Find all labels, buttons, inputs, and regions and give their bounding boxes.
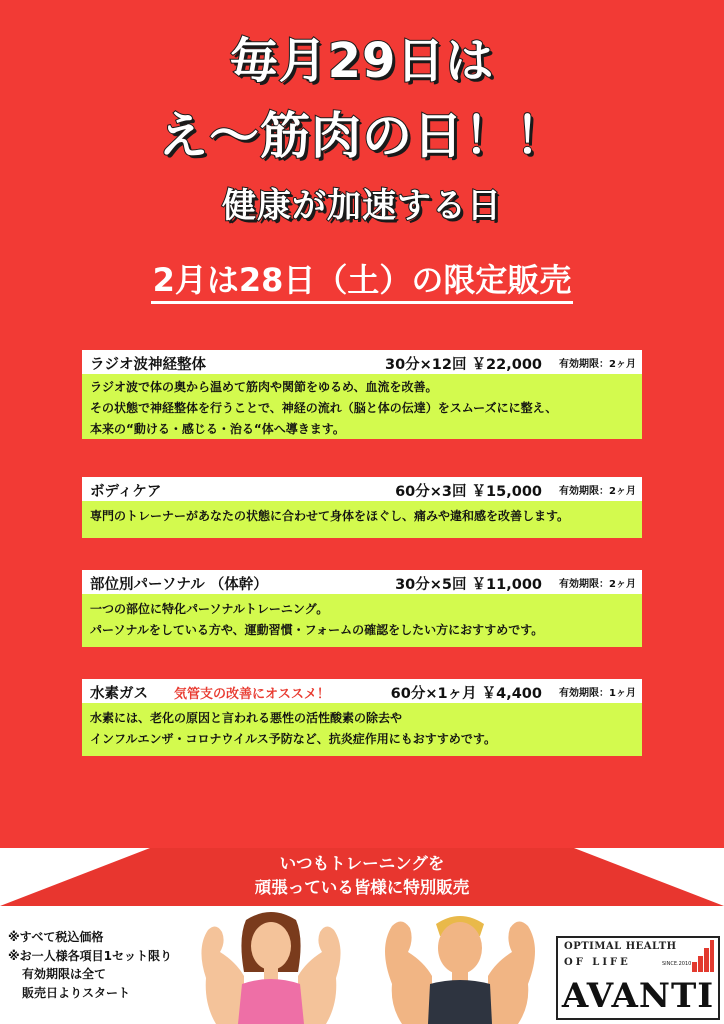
note-line: ※お一人様各項目1セット限り (8, 948, 173, 963)
logo-bars-icon (692, 940, 714, 972)
note-line: ※すべて税込価格 (8, 930, 104, 944)
menu-card-radio (82, 350, 642, 439)
menu-card-personal (82, 570, 642, 647)
menu-card-bodycare (82, 477, 642, 538)
card-header (82, 350, 642, 374)
card-header (82, 570, 642, 594)
card-body (82, 501, 642, 538)
avanti-logo (556, 936, 720, 1020)
card-validity: 有効期限：1ヶ月 (559, 688, 636, 699)
tank-top-icon (428, 980, 492, 1024)
logo-line-1: OPTIMAL HEALTH (564, 941, 677, 952)
sale-date-text: 2月は28日（土）の限定販売 (151, 261, 574, 304)
card-body-line: 本来の“動ける・感じる・治る“体へ導きます。 (90, 422, 345, 436)
card-header (82, 477, 642, 501)
card-body-line: その状態で神経整体を行うことで、神経の流れ（脳と体の伝達）をスムーズにに整え、 (90, 401, 558, 415)
card-name: 水素ガス (90, 686, 148, 702)
left-arm-icon (385, 921, 432, 1024)
right-arm-icon (488, 921, 535, 1024)
face-icon (438, 922, 482, 974)
sale-date (0, 255, 724, 301)
top-icon (238, 979, 304, 1024)
card-name: ラジオ波神経整体 (90, 357, 206, 373)
logo-brand: AVANTI (561, 976, 715, 1016)
logo-since: SINCE.2010 (662, 961, 692, 967)
card-price: 60分×3回 ￥15,000 (395, 484, 542, 500)
face-icon (251, 922, 291, 970)
card-note: 気管支の改善にオススメ！ (174, 687, 330, 702)
notes (8, 928, 172, 1002)
note-line: 販売日よりスタート (22, 985, 131, 1000)
card-body-line: ラジオ波で体の奥から温めて筋肉や関節をゆるめ、血流を改善。 (90, 380, 438, 394)
card-price: 30分×5回 ￥11,000 (395, 577, 542, 593)
card-price: 60分×1ヶ月 ￥4,400 (390, 686, 542, 702)
card-price: 30分×12回 ￥22,000 (384, 357, 542, 373)
card-validity: 有効期限：2ヶ月 (559, 579, 636, 590)
card-body (82, 703, 642, 756)
card-validity: 有効期限：2ヶ月 (559, 359, 636, 370)
slogan-line-2: 頑張っている皆様に特別販売 (254, 878, 470, 897)
man-flexing-illustration (370, 906, 550, 1024)
subtitle: 健康が加速する日 (222, 186, 502, 226)
card-name: 部位別パーソナル （体幹） (90, 577, 268, 593)
card-body (82, 374, 642, 439)
title-line-1: 毎月29日は (229, 33, 495, 89)
card-body-line: 一つの部位に特化パーソナルトレーニング。 (90, 602, 329, 616)
card-body-line: 水素には、老化の原因と言われる悪性の活性酸素の除去や (90, 711, 403, 725)
card-name: ボディケア (90, 484, 162, 500)
card-body (82, 594, 642, 647)
card-validity: 有効期限：2ヶ月 (559, 486, 636, 497)
left-arm-icon (201, 926, 244, 1024)
title-line-2: え〜筋肉の日！！ (158, 107, 566, 165)
logo-line-2: OF LIFE (564, 957, 631, 968)
menu-card-hydrogen (82, 679, 642, 756)
woman-flexing-illustration (186, 908, 356, 1024)
card-body-line: パーソナルをしている方や、運動習慣・フォームの確認をしたい方におすすめです。 (90, 623, 544, 637)
card-body-line: インフルエンザ・コロナウイルス予防など、抗炎症作用にもおすすめです。 (90, 732, 496, 746)
card-header (82, 679, 642, 703)
slogan (0, 852, 724, 900)
right-arm-icon (298, 926, 341, 1024)
slogan-line-1: いつもトレーニングを (279, 854, 445, 873)
card-body-line: 専門のトレーナーがあなたの状態に合わせて身体をほぐし、痛みや違和感を改善します。 (90, 509, 570, 523)
note-line: 有効期限は全て (22, 967, 107, 981)
